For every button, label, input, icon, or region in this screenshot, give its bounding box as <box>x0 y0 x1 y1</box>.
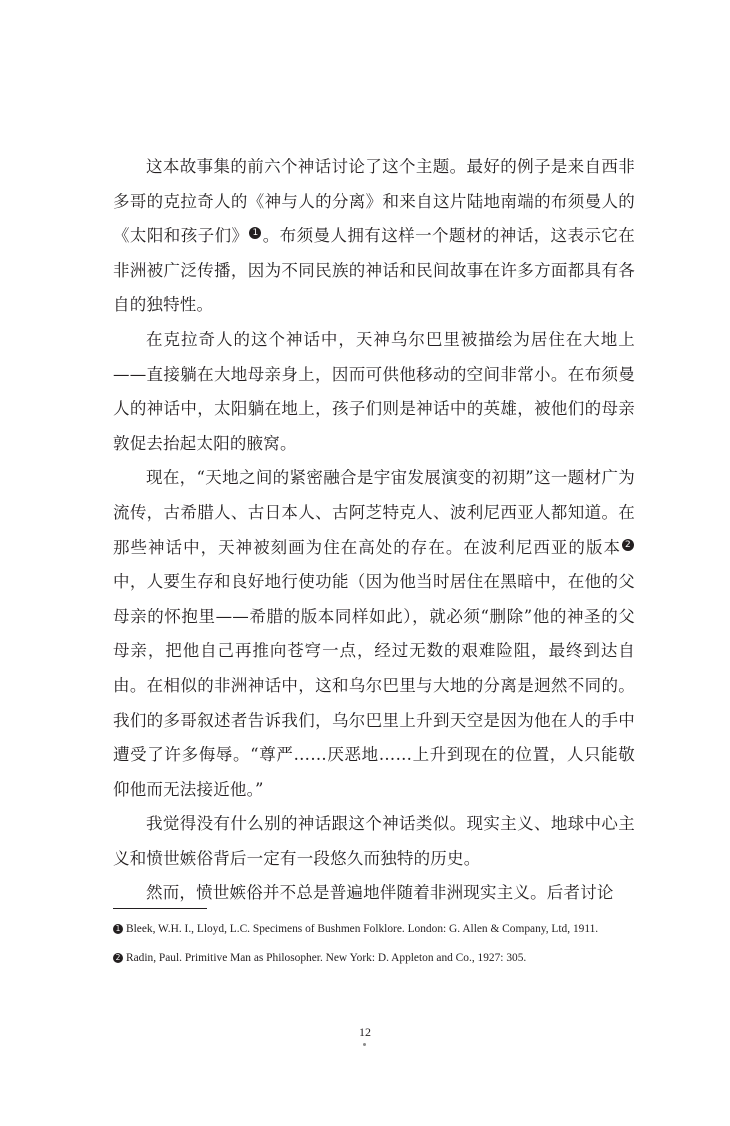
footnote-2-text: Radin, Paul. Primitive Man as Philosopher. New York: D. Appleton and Co., 1927: 305. <box>126 952 527 964</box>
paragraph-1-text-a: 这本故事集的前六个神话讨论了这个主题。最好的例子是来自西非多哥的克拉奇人的《神与人的分离》和来自这片陆地南端的布须曼人的《太阳和孩子们》 <box>113 157 635 246</box>
footnote-divider <box>113 908 207 909</box>
paragraph-1 <box>113 150 635 323</box>
page-number: 12 <box>359 1025 371 1039</box>
footnote-2 <box>113 949 635 968</box>
paragraph-3-text-b: 中，人要生存和良好地行使功能（因为他当时居住在黑暗中，在他的父母亲的怀抱里——希腊的版本同样如此），就必须“删除”他的神圣的父母亲，把他自己再推向苍穹一点，经过无数的艰难险阻，最终到达自由。在相似的非洲神话中，这和乌尔巴里与大地的分离是迥然不同的。我们的多哥叙述者告诉我们，乌尔巴里上升到天空是因为他在人的手中遭受了许多侮辱。“尊严……厌恶地……上升到现在的位置，人只能敬仰他而无法接近他。” <box>113 572 635 799</box>
footnote-1 <box>113 920 635 939</box>
footnote-marker-1: 1 <box>249 227 261 239</box>
paragraph-3 <box>113 461 635 807</box>
footnotes <box>113 920 635 978</box>
paragraph-2: 在克拉奇人的这个神话中，天神乌尔巴里被描绘为居住在大地上——直接躺在大地母亲身上，因而可供他移动的空间非常小。在布须曼人的神话中，太阳躺在地上，孩子们则是神话中的英雄，被他们的母亲敦促去抬起太阳的腋窝。 <box>113 329 635 453</box>
page-number-dot <box>363 1043 366 1046</box>
paragraph-3-text-a: 现在，“天地之间的紧密融合是宇宙发展演变的初期”这一题材广为流传，古希腊人、古日本人、古阿芝特克人、波利尼西亚人都知道。在那些神话中，天神被刻画为住在高处的存在。在波利尼西亚的版本 <box>113 468 635 557</box>
footnote-1-text: Bleek, W.H. I., Lloyd, L.C. Specimens of Bushmen Folklore. London: G. Allen & Company, Ltd, 1911. <box>126 923 599 935</box>
footnote-1-marker: 1 <box>113 924 123 934</box>
footnote-2-marker: 2 <box>113 953 123 963</box>
paragraph-5: 然而，愤世嫉俗并不总是普遍地伴随着非洲现实主义。后者讨论 <box>146 883 614 903</box>
paragraph-4: 我觉得没有什么别的神话跟这个神话类似。现实主义、地球中心主义和愤世嫉俗背后一定有一段悠久而独特的历史。 <box>113 814 635 868</box>
paragraph-1-text-b: 。布须曼人拥有这样一个题材的神话，这表示它在非洲被广泛传播，因为不同民族的神话和民间故事在许多方面都具有各自的独特性。 <box>113 226 635 315</box>
body-text <box>113 150 635 911</box>
footnote-marker-2: 2 <box>622 539 634 551</box>
